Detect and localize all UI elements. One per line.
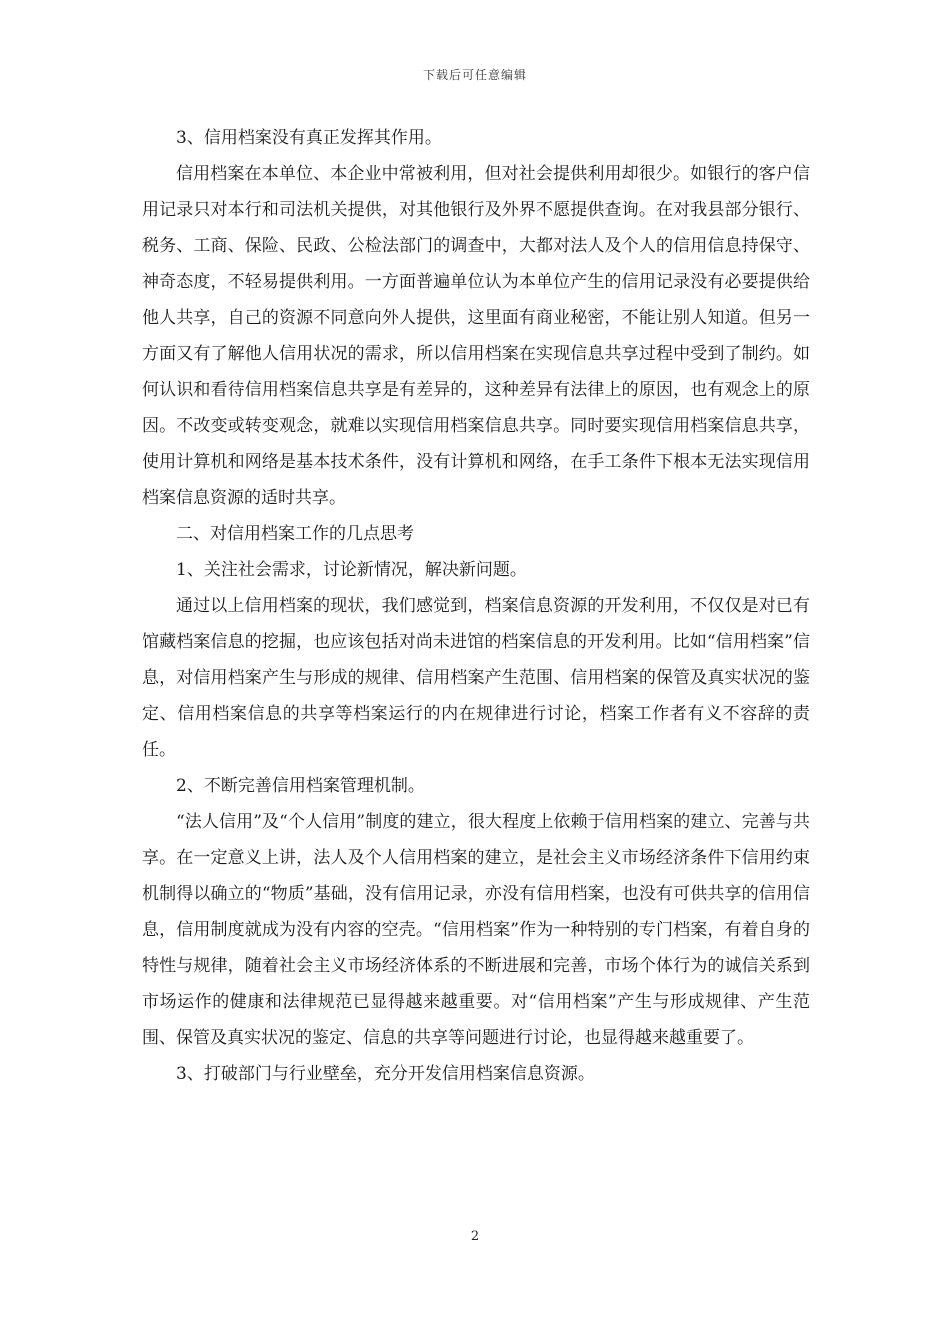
page-number: 2 xyxy=(470,1229,480,1244)
paragraph-body: 信用档案在本单位、本企业中常被利用，但对社会提供利用却很少。如银行的客户信用记录只对本行和司法机关提供，对其他银行及外界不愿提供查询。在对我县部分银行、税务、工商、保险、民政、公检法部门的调查中，大都对法人及个人的信用信息持保守、神奇态度，不轻易提供利用。一方面普遍单位认为本单位产生的信用记录没有必要提供给他人共享，自己的资源不同意向外人提供，这里面有商业秘密，不能让别人知道。但另一方面又有了解他人信用状况的需求，所以信用档案在实现信息共享过程中受到了制约。如何认识和看待信用档案信息共享是有差异的，这种差异有法律上的原因，也有观念上的原因。不改变或转变观念，就难以实现信用档案信息共享。同时要实现信用档案信息共享，使用计算机和网络是基本技术条件，没有计算机和网络，在手工条件下根本无法实现信用档案信息资源的适时共享。 xyxy=(142,164,810,508)
paragraph-heading-1: 1、关注社会需求，讨论新情况，解决新问题。 xyxy=(176,560,527,580)
page-header: 下载后可任意编辑 xyxy=(422,68,527,82)
paragraph-heading-3b: 3、打破部门与行业壁垒，充分开发信用档案信息资源。 xyxy=(176,1064,595,1084)
document-body xyxy=(142,120,810,1092)
paragraph-heading-3: 3、信用档案没有真正发挥其作用。 xyxy=(176,128,442,148)
paragraph-body: “法人信用”及“个人信用”制度的建立，很大程度上依赖于信用档案的建立、完善与共享。在一定意义上讲，法人及个人信用档案的建立，是社会主义市场经济条件下信用约束机制得以确立的“物质”基础，没有信用记录，亦没有信用档案，也没有可供共享的信用信息，信用制度就成为没有内容的空壳。“信用档案”作为一种特别的专门档案，有着自身的特性与规律，随着社会主义市场经济体系的不断进展和完善，市场个体行为的诚信关系到市场运作的健康和法律规范已显得越来越重要。对“信用档案”产生与形成规律、产生范围、保管及真实状况的鉴定、信息的共享等问题进行讨论，也显得越来越重要了。 xyxy=(142,812,810,1048)
section-heading-2: 二、对信用档案工作的几点思考 xyxy=(176,524,414,544)
paragraph-body: 通过以上信用档案的现状，我们感觉到，档案信息资源的开发利用，不仅仅是对已有馆藏档案信息的挖掘，也应该包括对尚未进馆的档案信息的开发利用。比如“信用档案”信息，对信用档案产生与形成的规律、信用档案产生范围、信用档案的保管及真实状况的鉴定、信用档案信息的共享等档案运行的内在规律进行讨论，档案工作者有义不容辞的责任。 xyxy=(142,596,810,760)
paragraph-heading-2: 2、不断完善信用档案管理机制。 xyxy=(176,776,425,796)
